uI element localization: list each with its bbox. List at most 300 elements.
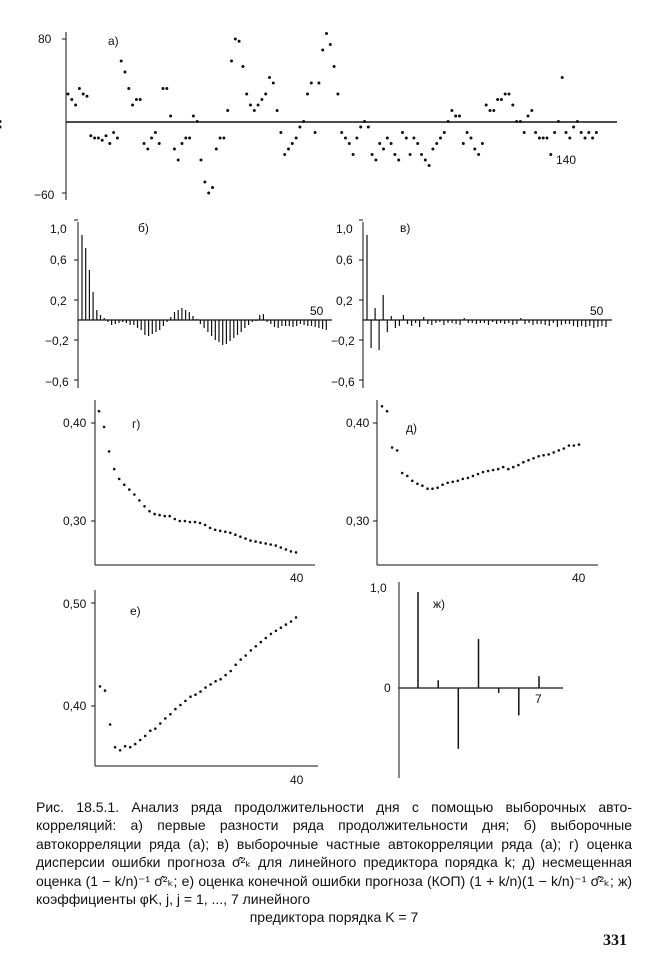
panel-d-points [381,405,581,490]
panel-a [0,32,617,202]
estimate-point [244,654,247,657]
panel-a-point [226,109,229,112]
estimate-point [254,540,257,543]
panel-a-point [105,134,108,137]
panel-a-point [431,148,434,151]
estimate-point [396,449,399,452]
panel-a-point [397,159,400,162]
panel-b-tick-label-4: −0,6 [45,375,69,389]
panel-a-point [508,93,511,96]
panel-a-point [139,98,142,101]
estimate-point [118,478,121,481]
panel-a-point [568,137,571,140]
panel-a-point [390,142,393,145]
panel-e [63,590,318,787]
panel-a-point [276,109,279,112]
panel-a-point [131,104,134,107]
panel-a-point [93,137,96,140]
panel-a-point [333,65,336,68]
estimate-point [547,453,550,456]
panel-a-point [374,159,377,162]
estimate-point [260,641,263,644]
estimate-point [578,443,581,446]
panel-a-point [504,93,507,96]
estimate-point [285,623,288,626]
panel-v-bars [367,235,606,350]
estimate-point [517,464,520,467]
panel-a-point [211,186,214,189]
estimate-point [148,510,151,513]
panel-a-point [306,93,309,96]
panel-a-point [530,109,533,112]
estimate-point [441,483,444,486]
estimate-point [168,515,171,518]
panel-a-label: а) [108,34,119,48]
panel-a-point [542,137,545,140]
estimate-point [269,543,272,546]
panel-v-tick-label-1: 0,6 [336,253,353,267]
panel-d-tick-label-1: 0,30 [346,514,370,528]
panel-a-point [572,126,575,129]
panel-a-point [207,192,210,195]
panel-a-point [470,137,473,140]
estimate-point [184,520,187,523]
estimate-point [563,447,566,450]
estimate-point [114,746,117,749]
panel-a-point [260,98,263,101]
estimate-point [214,529,217,532]
estimate-point [502,466,505,469]
estimate-point [416,483,419,486]
estimate-point [406,475,409,478]
estimate-point [472,475,475,478]
panel-a-point [314,131,317,134]
estimate-point [204,524,207,527]
estimate-point [275,544,278,547]
panel-a-point [279,131,282,134]
panel-a-point [329,43,332,46]
panel-v-ticks [359,220,363,380]
estimate-point [134,743,137,746]
estimate-point [174,518,177,521]
panel-a-point [454,115,457,118]
panel-a-point [295,137,298,140]
estimate-point [244,537,247,540]
panel-b-tick-label-3: −0,2 [45,334,69,348]
estimate-point [154,727,157,730]
panel-a-point [595,131,598,134]
estimate-point [401,472,404,475]
panel-a-point [184,137,187,140]
panel-v [331,220,612,389]
panel-a-point [584,137,587,140]
panel-a-point [557,120,560,123]
caption-line: д) несмещенная оценка (1 − k/n)⁻¹ σ̂²ₖ; е) оценка конечной ошибки прогноза [36,854,632,889]
panel-a-point [272,82,275,85]
panel-a-point [108,142,111,145]
panel-a-point [112,131,115,134]
estimate-point [153,513,156,516]
panel-b-label: б) [138,221,149,235]
estimate-point [209,527,212,530]
estimate-point [119,749,122,752]
panel-a-point [86,95,89,98]
estimate-point [123,483,126,486]
estimate-point [436,486,439,489]
estimate-point [467,477,470,480]
panel-a-point [317,82,320,85]
estimate-point [482,471,485,474]
estimate-point [270,633,273,636]
panel-b-bars [82,235,326,345]
panel-e-points [99,616,298,751]
panel-v-x-label: 50 [590,304,604,318]
panel-zh-tick-label-1: 0 [384,681,391,695]
panel-d-x-label: 40 [572,571,586,585]
estimate-point [179,520,182,523]
panel-a-point [393,153,396,156]
panel-a-point [428,164,431,167]
panel-a-point [230,60,233,63]
panel-b-x-label: 50 [310,304,324,318]
estimate-point [204,686,207,689]
panel-a-point [439,137,442,140]
panel-a-point [485,104,488,107]
estimate-point [194,693,197,696]
panel-a-point [538,137,541,140]
panel-a-point [378,142,381,145]
panel-g [63,400,315,585]
panel-a-point [412,137,415,140]
estimate-point [512,466,515,469]
panel-a-point [74,104,77,107]
panel-a-point [181,142,184,145]
panel-a-point [268,76,271,79]
estimate-point [199,690,202,693]
panel-a-point [523,131,526,134]
panel-a-point [405,137,408,140]
panel-a-point [435,142,438,145]
panel-a-point [325,32,328,35]
estimate-point [189,695,192,698]
panel-a-point [549,153,552,156]
panel-g-x-label: 40 [290,571,304,585]
panel-a-point [340,131,343,134]
panel-a-point [310,82,313,85]
panel-a-point [519,120,522,123]
panel-a-point [359,126,362,129]
panel-a-point [222,137,225,140]
panel-a-point [500,98,503,101]
panel-a-point [466,131,469,134]
caption-line: Рис. 18.5.1. Анализ ряда продолжительности дня с помощью выборочных авто- [36,799,632,815]
estimate-point [250,649,253,652]
estimate-point [109,723,112,726]
estimate-point [144,735,147,738]
panel-a-point [192,115,195,118]
panel-a-point [120,60,123,63]
panel-a-point [162,87,165,90]
panel-zh [370,581,563,778]
estimate-point [99,685,102,688]
panel-a-point [344,137,347,140]
panel-a-point [355,137,358,140]
panel-a-point [287,148,290,151]
panel-a-point [371,153,374,156]
panel-g-tick-label-1: 0,30 [63,514,87,528]
panel-a-point [591,137,594,140]
estimate-point [411,480,414,483]
panel-b-tick-label-2: 0,2 [50,294,67,308]
estimate-point [139,739,142,742]
panel-v-tick-label-0: 1,0 [336,222,353,236]
estimate-point [239,535,242,538]
panel-a-point [416,142,419,145]
estimate-point [199,522,202,525]
estimate-point [184,700,187,703]
estimate-point [149,729,152,732]
estimate-point [568,444,571,447]
panel-v-label: в) [400,221,411,235]
panel-a-point [165,87,168,90]
panel-a-point [367,126,370,129]
panel-zh-x-label: 7 [535,692,542,706]
panel-a-point [238,40,241,43]
estimate-point [280,626,283,629]
panel-a-point [511,104,514,107]
panel-a-points [0,32,598,195]
panel-a-point [257,104,260,107]
panel-a-point [89,134,92,137]
estimate-point [457,480,460,483]
panel-a-point [101,139,104,142]
panel-b-tick-label-0: 1,0 [50,222,67,236]
caption-last-line: предиктора порядка K = 7 [249,909,419,926]
figure-caption [36,798,632,927]
estimate-point [275,630,278,633]
panel-a-point [219,137,222,140]
caption-line: автокорреляции ряда (а); в) выборочные частные автокорреляции ряда (а); [36,835,562,852]
panel-a-point [302,120,305,123]
caption-line: (КОП) (1 + k/n)(1 − k/n)⁻¹ σ̂²ₖ; ж) коэффициенты φK, j, j = 1, ..., 7 линейного [36,872,632,908]
estimate-point [386,410,389,413]
panel-e-tick-label-1: 0,40 [63,699,87,713]
estimate-point [143,505,146,508]
panel-a-point [553,131,556,134]
estimate-point [290,620,293,623]
panel-a-point [321,49,324,52]
panel-a-point [245,93,248,96]
estimate-point [462,478,465,481]
panel-a-point [203,181,206,184]
panel-a-point [116,137,119,140]
panel-a-point [150,137,153,140]
panel-e-tick-label-0: 0,50 [63,597,87,611]
panel-a-point [580,131,583,134]
panel-a-point [298,126,301,129]
panel-a-point [264,93,267,96]
estimate-point [265,637,268,640]
panel-b-tick-label-1: 0,6 [50,253,67,267]
panel-a-point [177,159,180,162]
estimate-point [507,468,510,471]
panel-a-point [576,120,579,123]
panel-a-point [249,104,252,107]
panel-a-point [127,87,130,90]
estimate-point [189,521,192,524]
panel-zh-label: ж) [433,597,446,611]
estimate-point [381,405,384,408]
caption-line: г) оценка дисперсии ошибки прогноза σ̂²ₖ для линейного предиктора порядка k; [36,835,633,871]
estimate-point [532,457,535,460]
estimate-point [124,745,127,748]
panel-a-point [477,153,480,156]
panel-a-point [450,109,453,112]
estimate-point [224,531,227,534]
panel-v-tick-label-4: −0,6 [331,375,355,389]
estimate-point [487,470,490,473]
estimate-point [214,680,217,683]
panel-a-point [154,131,157,134]
panel-a-point [534,131,537,134]
estimate-point [103,426,106,429]
panel-d-label: д) [406,421,417,435]
panel-a-point [336,93,339,96]
estimate-point [234,664,237,667]
estimate-point [104,689,107,692]
estimate-point [234,533,237,536]
estimate-point [522,461,525,464]
panel-a-point [173,148,176,151]
panel-d [346,400,598,585]
panel-a-point [196,120,199,123]
panel-a-point [458,115,461,118]
estimate-point [391,446,394,449]
panel-a-point [124,71,127,74]
estimate-point [249,539,252,542]
estimate-point [194,521,197,524]
estimate-point [446,482,449,485]
panel-a-point [409,153,412,156]
estimate-point [138,499,141,502]
estimate-point [159,722,162,725]
estimate-point [492,469,495,472]
estimate-point [229,532,232,535]
panel-g-label: г) [132,417,141,431]
panel-a-point [352,153,355,156]
estimate-point [113,468,116,471]
panel-e-label: е) [130,604,141,618]
estimate-point [219,530,222,533]
panel-a-x-label: 140 [556,153,577,167]
panel-a-point [253,109,256,112]
panel-a-point [447,120,450,123]
panel-a-point [386,137,389,140]
panel-a-tick-label-80: 80 [38,32,52,46]
panel-a-point [158,142,161,145]
panel-a-point [291,142,294,145]
panel-a-point [462,142,465,145]
panel-a-point [70,98,73,101]
caption-line: корреляций: а) первые разности ряда продолжительности дня; б) выборочные [36,817,632,834]
estimate-point [108,450,111,453]
estimate-point [255,645,258,648]
panel-v-tick-label-2: 0,2 [336,294,353,308]
estimate-point [497,468,500,471]
estimate-point [477,473,480,476]
panel-a-point [401,131,404,134]
panel-a-point [67,93,70,96]
panel-g-points [98,410,298,554]
estimate-point [128,488,131,491]
panel-a-point [135,98,138,101]
estimate-point [558,449,561,452]
panel-a-point [492,109,495,112]
panel-a-point [241,65,244,68]
panel-a-point [420,153,423,156]
estimate-point [295,616,298,619]
estimate-point [290,550,293,553]
estimate-point [209,683,212,686]
panel-a-point [82,93,85,96]
estimate-point [239,658,242,661]
panel-a-point [200,159,203,162]
panel-e-x-label: 40 [290,773,304,787]
estimate-point [224,674,227,677]
estimate-point [229,670,232,673]
panel-a-point [146,148,149,151]
estimate-point [163,515,166,518]
estimate-point [179,704,182,707]
estimate-point [451,481,454,484]
estimate-point [285,548,288,551]
panel-a-point [546,137,549,140]
panel-a-point [489,109,492,112]
panel-a-point [143,142,146,145]
panel-a-point [169,115,172,118]
estimate-point [133,493,136,496]
estimate-point [158,514,161,517]
estimate-point [527,459,530,462]
panel-a-point [443,131,446,134]
panel-zh-bars [418,592,539,749]
panel-a-point [348,142,351,145]
estimate-point [264,542,267,545]
panel-a-point [382,148,385,151]
estimate-point [421,484,424,487]
panel-a-point [424,159,427,162]
estimate-point [259,541,262,544]
estimate-point [280,546,283,549]
page-number: 331 [603,932,627,949]
panel-g-tick-label-0: 0,40 [63,416,87,430]
estimate-point [129,746,132,749]
panel-a-point [496,98,499,101]
panel-d-tick-label-0: 0,40 [346,416,370,430]
estimate-point [552,451,555,454]
panel-a-point [283,153,286,156]
panel-b-ticks [74,220,78,380]
panel-a-point [587,131,590,134]
panel-a-point [363,120,366,123]
panel-a-point [473,148,476,151]
panel-a-point [481,142,484,145]
panel-a-point [97,137,100,140]
estimate-point [295,551,298,554]
panel-a-point [515,120,518,123]
estimate-point [98,410,101,413]
panel-a-point [188,137,191,140]
